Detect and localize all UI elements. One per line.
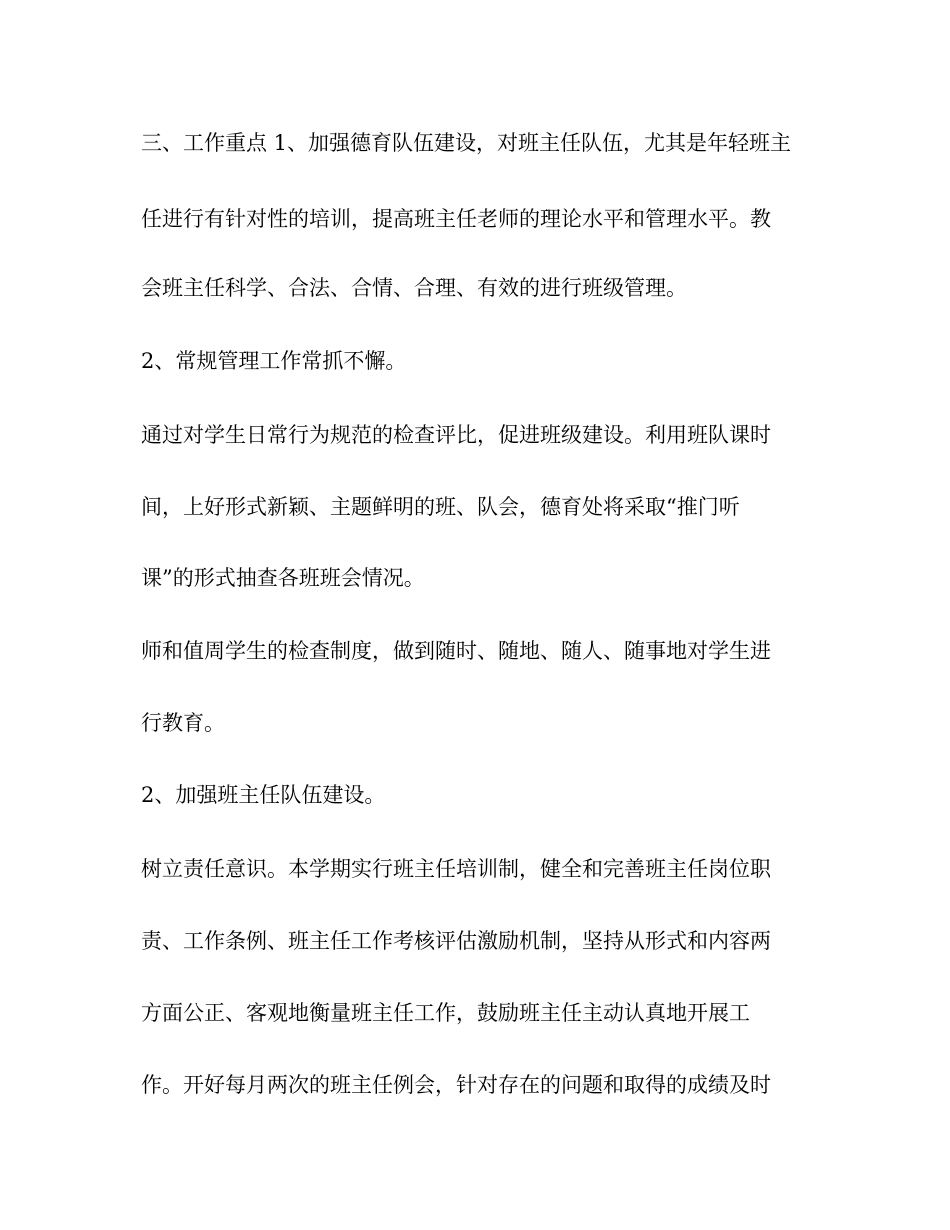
text-line: 课”的形式抽查各班班会情况。 xyxy=(141,566,425,590)
text-line: 方面公正、客观地衡量班主任工作，鼓励班主任主动认真地开展工 xyxy=(141,1001,750,1025)
text-line: 通过对学生日常行为规范的检查评比，促进班级建设。利用班队课时 xyxy=(141,423,771,447)
text-line: 会班主任科学、合法、合情、合理、有效的进行班级管理。 xyxy=(141,276,687,300)
text-line: 2、加强班主任队伍建设。 xyxy=(141,783,386,807)
text-line: 师和值周学生的检查制度，做到随时、随地、随人、随事地对学生进 xyxy=(141,639,771,663)
text-line: 2、常规管理工作常抓不懈。 xyxy=(141,349,407,373)
text-line: 任进行有针对性的培训，提高班主任老师的理论水平和管理水平。教 xyxy=(141,207,771,231)
text-line: 间，上好形式新颖、主题鲜明的班、队会，德育处将采取“推门听 xyxy=(141,495,740,519)
text-line: 行教育。 xyxy=(141,711,225,735)
text-line: 责、工作条例、班主任工作考核评估激励机制，坚持从形式和内容两 xyxy=(141,929,771,953)
text-line: 树立责任意识。本学期实行班主任培训制，健全和完善班主任岗位职 xyxy=(141,857,771,881)
text-line: 三、工作重点 1、加强德育队伍建设，对班主任队伍，尤其是年轻班主 xyxy=(141,131,792,155)
text-line: 作。开好每月两次的班主任例会，针对存在的问题和取得的成绩及时 xyxy=(141,1073,771,1097)
